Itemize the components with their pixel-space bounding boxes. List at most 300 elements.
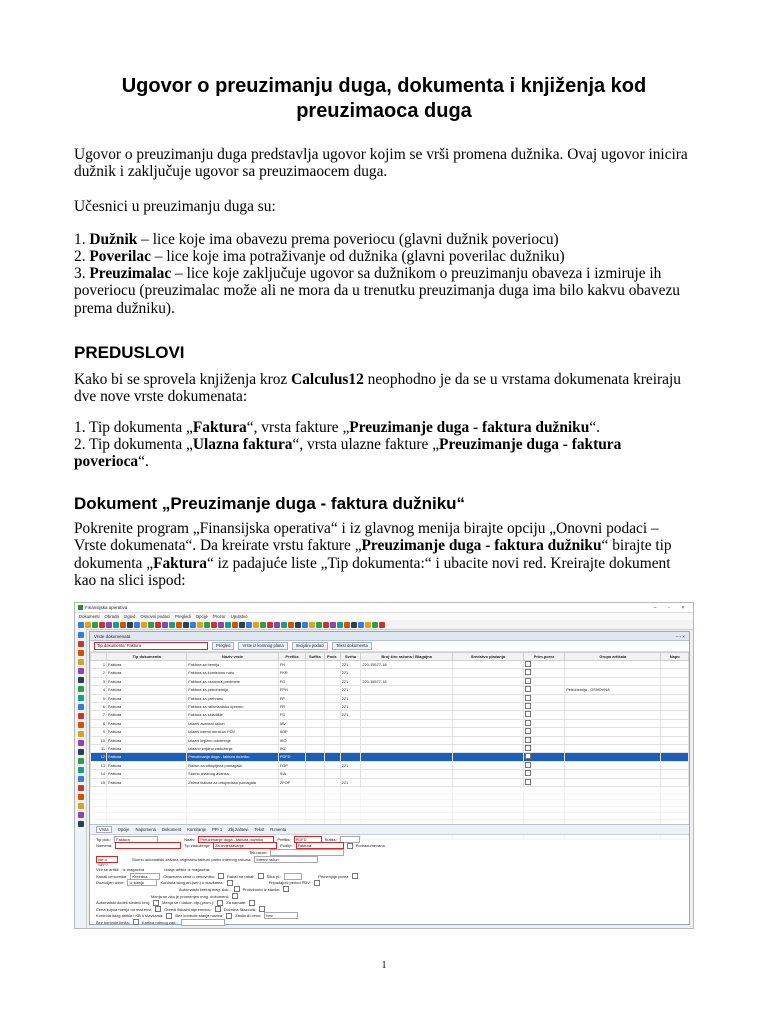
table-row[interactable] xyxy=(91,686,689,694)
kamate-label: Za kamate: xyxy=(226,900,247,906)
tab-ppi-1[interactable]: PPI 1 xyxy=(211,827,223,832)
menu-item[interactable]: Uputstvo xyxy=(230,614,248,619)
row-checkbox[interactable] xyxy=(525,686,531,692)
rabat-checkbox[interactable] xyxy=(258,873,264,879)
storno-field[interactable]: Interni račun xyxy=(254,856,318,863)
left-toolbar xyxy=(75,629,87,928)
table-row[interactable] xyxy=(91,753,689,761)
table-cell: 7 xyxy=(91,711,107,719)
inicijalni-podaci-button[interactable]: Inicijalni podaci xyxy=(292,642,328,650)
minimize-icon[interactable]: – xyxy=(653,604,657,611)
table-cell xyxy=(361,728,453,736)
table-cell xyxy=(361,761,453,769)
column-header[interactable]: Podr. xyxy=(324,653,340,661)
table-cell: 6 xyxy=(91,703,107,711)
sidebar-button-icon[interactable] xyxy=(78,749,84,755)
table-cell: 221 xyxy=(340,694,361,702)
table-cell xyxy=(565,719,661,727)
tab-vrsta[interactable]: Vrsta xyxy=(96,826,112,833)
bez2-label: Bez kontrole limita: xyxy=(96,919,130,925)
row-checkbox[interactable] xyxy=(525,678,531,684)
toolbar-button-icon[interactable] xyxy=(330,622,336,628)
sidebar-button-icon[interactable] xyxy=(78,803,84,809)
table-cell xyxy=(306,686,324,694)
row-checkbox[interactable] xyxy=(525,779,531,785)
menu-item[interactable]: Obrada xyxy=(104,614,119,619)
column-header[interactable] xyxy=(91,653,107,661)
sidebar-button-icon[interactable] xyxy=(78,704,84,710)
table-cell: SIA xyxy=(278,770,305,778)
table-cell: 8 xyxy=(91,719,107,727)
table-cell: Faktura xyxy=(107,669,187,677)
tab-r-menta[interactable]: R.menta xyxy=(270,827,287,832)
toolbar-button-icon[interactable] xyxy=(260,622,266,628)
vidi-value[interactable]: Iz magacina xyxy=(122,867,145,873)
menu-item[interactable]: Dokumenti xyxy=(79,614,100,619)
namena-label: Namena: xyxy=(96,843,113,849)
toolbar-button-icon[interactable] xyxy=(148,622,154,628)
inner-close-icon[interactable]: – ▫ × xyxy=(675,633,685,639)
menu-item[interactable]: Izgled xyxy=(123,614,136,619)
table-row[interactable] xyxy=(91,736,689,744)
tip-dok-field[interactable]: Faktura xyxy=(114,836,158,843)
toolbar-button-icon[interactable] xyxy=(253,622,259,628)
table-cell: FPH xyxy=(278,686,305,694)
table-cell xyxy=(452,661,523,669)
table-cell: Faktura xyxy=(107,778,187,786)
table-cell xyxy=(361,719,453,727)
table-cell xyxy=(661,719,689,727)
pripadajuci-checkbox[interactable] xyxy=(314,880,320,886)
toolbar-button-icon[interactable] xyxy=(120,622,126,628)
podrazumevana-checkbox[interactable] xyxy=(347,843,353,849)
toolbar-button-icon[interactable] xyxy=(141,622,147,628)
table-cell xyxy=(661,770,689,778)
empty-row xyxy=(91,793,689,800)
toolbar-button-icon[interactable] xyxy=(134,622,140,628)
kontrola2-label: Kontrola istog artikla i KB u stavkama: xyxy=(96,913,164,919)
table-cell: FKR xyxy=(278,669,305,677)
table-cell xyxy=(565,728,661,736)
tab-tekst[interactable]: Tekst xyxy=(254,827,265,832)
table-cell: FOP xyxy=(278,761,305,769)
sidebar-button-icon[interactable] xyxy=(78,812,84,818)
table-cell xyxy=(661,686,689,694)
table-cell xyxy=(523,736,564,744)
table-cell: 221 xyxy=(340,778,361,786)
table-cell xyxy=(661,778,689,786)
table-cell xyxy=(361,753,453,761)
sidebar-button-icon[interactable] xyxy=(78,695,84,701)
row-checkbox[interactable] xyxy=(525,762,531,768)
toolbar-button-icon[interactable] xyxy=(295,622,301,628)
table-cell xyxy=(523,703,564,711)
table-cell: 221 xyxy=(340,677,361,685)
toolbar-button-icon[interactable] xyxy=(232,622,238,628)
toolbar-button-icon[interactable] xyxy=(127,622,133,628)
toolbar-button-icon[interactable] xyxy=(281,622,287,628)
table-cell xyxy=(661,761,689,769)
kartica-label: Kartica robnog zad.: xyxy=(141,919,178,925)
table-cell xyxy=(452,745,523,753)
table-cell xyxy=(523,694,564,702)
sidebar-button-icon[interactable] xyxy=(78,632,84,638)
bez-checkbox[interactable] xyxy=(226,913,232,919)
automatski2-checkbox[interactable] xyxy=(153,900,159,906)
odredi-label: Odredi fiskalni otpremnicu: xyxy=(164,906,212,912)
sidebar-button-icon[interactable] xyxy=(78,677,84,683)
table-cell: IAV xyxy=(278,719,305,727)
tab-kontiranje[interactable]: Kontiranje xyxy=(187,827,206,832)
table-cell: Račun za otkupljena pomagala xyxy=(187,761,279,769)
table-row[interactable] xyxy=(91,761,689,769)
tab-opcije[interactable]: Opcije xyxy=(117,827,130,832)
toolbar-button-icon[interactable] xyxy=(358,622,364,628)
document-title: Ugovor o preuzimanju duga, dokumenta i knjiženja kod preuzimaoca duga xyxy=(121,75,647,122)
row-checkbox[interactable] xyxy=(525,711,531,717)
automatski-checkbox[interactable] xyxy=(234,886,240,892)
menu-item[interactable]: Pregledi xyxy=(174,614,191,619)
table-cell xyxy=(306,661,324,669)
table-cell xyxy=(324,686,340,694)
sufiks-label: Sufiks: xyxy=(324,836,337,842)
column-header[interactable]: Napo xyxy=(661,653,689,661)
toolbar-button-icon[interactable] xyxy=(183,622,189,628)
table-cell xyxy=(306,753,324,761)
table-cell xyxy=(324,728,340,736)
sidebar-button-icon[interactable] xyxy=(78,785,84,791)
menja2-checkbox[interactable] xyxy=(217,900,223,906)
table-cell xyxy=(361,686,453,694)
table-row[interactable] xyxy=(91,661,689,669)
toolbar-button-icon[interactable] xyxy=(372,622,378,628)
dovrsna-label: Dovršna filiazcula: xyxy=(223,906,257,912)
sidebar-button-icon[interactable] xyxy=(78,641,84,647)
table-cell xyxy=(361,694,453,702)
sidebar-button-icon[interactable] xyxy=(78,776,84,782)
toolbar-button-icon[interactable] xyxy=(351,622,357,628)
empty-row xyxy=(91,806,689,813)
primenjuje-label: Primenjuje porez: xyxy=(318,873,350,879)
toolbar-button-icon[interactable] xyxy=(99,622,105,628)
bez2-checkbox[interactable] xyxy=(133,919,139,925)
protivkonto-label: Protivkonto iz stavke: xyxy=(242,886,281,892)
toolbar-button-icon[interactable] xyxy=(85,622,91,628)
zaokruzi-field[interactable]: bez xyxy=(264,912,298,919)
participants-intro: Učesnici u preuzimanju duga su: xyxy=(74,198,276,215)
table-row[interactable] xyxy=(91,745,689,753)
table-cell: FO xyxy=(278,677,305,685)
toolbar-button-icon[interactable] xyxy=(78,622,84,628)
menja-checkbox[interactable] xyxy=(232,893,238,899)
close-icon[interactable]: × xyxy=(681,604,685,611)
menja2-label: Menja se i datum otp.(prom.): xyxy=(162,900,215,906)
sidebar-button-icon[interactable] xyxy=(78,740,84,746)
table-cell xyxy=(306,677,324,685)
sidebar-button-icon[interactable] xyxy=(78,794,84,800)
toolbar-button-icon[interactable] xyxy=(274,622,280,628)
window-titlebar xyxy=(75,603,693,613)
table-cell: 14 xyxy=(91,770,107,778)
toolbar-button-icon[interactable] xyxy=(344,622,350,628)
table-cell xyxy=(565,703,661,711)
sidebar-button-icon[interactable] xyxy=(78,821,84,827)
sidebar-button-icon[interactable] xyxy=(78,722,84,728)
table-cell: Faktura xyxy=(107,736,187,744)
table-cell xyxy=(452,761,523,769)
menja-label: Menja se ako je promenjen mag. dokument: xyxy=(151,893,229,899)
table-cell: 1 xyxy=(91,661,107,669)
tab-napomena[interactable]: Napomena xyxy=(135,827,156,832)
table-cell xyxy=(452,778,523,786)
column-header[interactable]: Broj žiro računa / Blagajna xyxy=(361,653,453,661)
row-checkbox[interactable] xyxy=(525,720,531,726)
kontrola2-checkbox[interactable] xyxy=(166,913,172,919)
table-cell xyxy=(661,753,689,761)
table-cell xyxy=(523,711,564,719)
kontrola-label: Kontrola istog art.(ser.) u stavkama: xyxy=(160,880,224,886)
table-cell: Faktura za prehranu xyxy=(187,694,279,702)
namena-field[interactable] xyxy=(115,842,181,849)
table-cell xyxy=(565,778,661,786)
table-cell: Izlazno knjižno zaduženje xyxy=(187,745,279,753)
podtip-field[interactable]: Faktura xyxy=(296,842,344,849)
table-cell: Faktura za skladište xyxy=(187,711,279,719)
vidi-label: Vidi se artikli: xyxy=(96,867,120,873)
row-checkbox[interactable] xyxy=(525,661,531,667)
table-cell: 9 xyxy=(91,728,107,736)
column-header[interactable]: Naziv vrste xyxy=(187,653,279,661)
sidebar-button-icon[interactable] xyxy=(78,731,84,737)
table-cell: FP xyxy=(278,694,305,702)
table-cell: 13 xyxy=(91,761,107,769)
toolbar-button-icon[interactable] xyxy=(113,622,119,628)
table-cell: Faktura za petrohemiju xyxy=(187,686,279,694)
app-screenshot xyxy=(74,602,694,929)
table-cell: 221 xyxy=(340,711,361,719)
toolbar-button-icon[interactable] xyxy=(162,622,168,628)
table-cell: Faktura xyxy=(107,761,187,769)
table-cell xyxy=(565,745,661,753)
table-cell xyxy=(565,753,661,761)
bez-label: Bez kontrole stanja naziva: xyxy=(175,913,224,919)
table-cell: Izlazni interni obračun PDV xyxy=(187,728,279,736)
menu-bar xyxy=(75,613,693,620)
odredi-checkbox[interactable] xyxy=(215,906,221,912)
naziv-field[interactable]: Preuzimanje duga - faktura dužniku xyxy=(198,836,274,843)
sidebar-button-icon[interactable] xyxy=(78,668,84,674)
table-cell xyxy=(661,677,689,685)
table-cell: 2 xyxy=(91,669,107,677)
primenjuje-checkbox[interactable] xyxy=(352,873,358,879)
table-cell xyxy=(452,736,523,744)
row-checkbox[interactable] xyxy=(525,703,531,709)
toolbar-button-icon[interactable] xyxy=(225,622,231,628)
toolbar-button-icon[interactable] xyxy=(190,622,196,628)
zaokruzi-label: Zaokruži cenu: xyxy=(235,913,262,919)
preduslovi-heading: PREDUSLOVI xyxy=(74,343,185,362)
empty-row xyxy=(91,813,689,820)
table-cell: 10 xyxy=(91,736,107,744)
toolbar-button-icon[interactable] xyxy=(106,622,112,628)
toolbar-button-icon[interactable] xyxy=(316,622,322,628)
menu-item[interactable]: Osnovni podaci xyxy=(140,614,170,619)
column-header[interactable]: Prim.porez xyxy=(523,653,564,661)
table-cell xyxy=(306,761,324,769)
toolbar-button-icon[interactable] xyxy=(92,622,98,628)
empty-row xyxy=(91,800,689,807)
table-cell xyxy=(324,661,340,669)
table-cell xyxy=(523,728,564,736)
sidebar-button-icon[interactable] xyxy=(78,650,84,656)
protivkonto-checkbox[interactable] xyxy=(283,886,289,892)
menu-item[interactable]: Prozor xyxy=(212,614,226,619)
column-header[interactable]: Tip dokumenta xyxy=(107,653,187,661)
table-cell: Faktura za komisionu robu xyxy=(187,669,279,677)
table-cell: Zbirna faktura za ortopedska pomagala xyxy=(187,778,279,786)
table-row[interactable] xyxy=(91,711,689,719)
maximize-icon[interactable]: ▫ xyxy=(668,604,670,611)
row-checkbox[interactable] xyxy=(525,770,531,776)
tab-zbj-zahtevi[interactable]: Zbj.zahtevi xyxy=(228,827,249,832)
toolbar-button-icon[interactable] xyxy=(155,622,161,628)
sidebar-button-icon[interactable] xyxy=(78,767,84,773)
table-row[interactable] xyxy=(91,770,689,778)
column-header[interactable]: Sufiks xyxy=(306,653,324,661)
table-cell xyxy=(306,770,324,778)
participant-3: 3. Preuzimalac – lice koje zaključuje ugovor sa dužnikom o preuzimanju obaveza i izmiruje ih poveriocu (preuzimalac može ali ne mora da u trenutku preuzimanja duga ima bilo kakvu obavezu prema dužniku). xyxy=(74,265,680,317)
sidebar-button-icon[interactable] xyxy=(78,659,84,665)
toolbar-button-icon[interactable] xyxy=(288,622,294,628)
table-cell: PDFD xyxy=(278,753,305,761)
row-checkbox[interactable] xyxy=(525,728,531,734)
table-row[interactable] xyxy=(91,728,689,736)
table-row[interactable] xyxy=(91,669,689,677)
table-cell xyxy=(661,736,689,744)
cena-checkbox[interactable] xyxy=(155,906,161,912)
kontrola-checkbox[interactable] xyxy=(227,880,233,886)
table-cell xyxy=(452,694,523,702)
cena-label: Cena kupca menja od mat.envi: xyxy=(96,906,153,912)
toolbar-button-icon[interactable] xyxy=(169,622,175,628)
sidebar-button-icon[interactable] xyxy=(78,758,84,764)
table-cell xyxy=(340,770,361,778)
table-cell xyxy=(361,669,453,677)
kanali-field[interactable]: Kreirana xyxy=(130,873,160,880)
toolbar xyxy=(75,620,693,630)
obavezna-label: Obavezna cena u cenovniku: xyxy=(163,873,215,879)
tip-dok-label: Tip dok.: xyxy=(96,836,112,842)
table-cell: Faktura xyxy=(107,745,187,753)
row-checkbox[interactable] xyxy=(525,695,531,701)
table-cell xyxy=(661,745,689,753)
table-cell xyxy=(452,677,523,685)
table-row[interactable] xyxy=(91,703,689,711)
table-cell xyxy=(361,711,453,719)
table-cell: Faktura za računardsku opremu xyxy=(187,703,279,711)
row-checkbox[interactable] xyxy=(525,753,531,759)
toolbar-button-icon[interactable] xyxy=(197,622,203,628)
toolbar-button-icon[interactable] xyxy=(246,622,252,628)
table-cell: Faktura xyxy=(107,719,187,727)
row-checkbox[interactable] xyxy=(525,737,531,743)
toolbar-button-icon[interactable] xyxy=(218,622,224,628)
toolbar-button-icon[interactable] xyxy=(365,622,371,628)
column-header[interactable]: Sredstvo plaćanja xyxy=(452,653,523,661)
column-header[interactable]: Svrha xyxy=(340,653,361,661)
table-cell xyxy=(306,711,324,719)
prefiks-field[interactable]: PDFD xyxy=(294,836,322,843)
kartica-field[interactable] xyxy=(181,919,225,926)
intro-paragraph: Ugovor o preuzimanju duga predstavlja ugovor kojim se vrši promena dužnika. Ovaj ugovor inicira dužnik i zaključuje ugovor sa preuzimaocem duga. xyxy=(74,146,688,181)
toolbar-button-icon[interactable] xyxy=(379,622,385,628)
column-header[interactable]: Prefiks xyxy=(278,653,305,661)
table-cell: Faktura za osnovna predmete xyxy=(187,677,279,685)
toolbar-button-icon[interactable] xyxy=(211,622,217,628)
sifra-field[interactable] xyxy=(284,873,302,880)
pregled-button[interactable]: Pregled xyxy=(212,642,234,650)
kamate-checkbox[interactable] xyxy=(249,900,255,906)
sidebar-button-icon[interactable] xyxy=(78,686,84,692)
column-header[interactable]: Grupa artikala xyxy=(565,653,661,661)
participant-2: 2. Poverilac – lice koje ima potraživanje od dužnika (glavni poverilac dužniku) xyxy=(74,248,565,265)
tab-dokument[interactable]: Dokument xyxy=(162,827,182,832)
table-cell xyxy=(452,728,523,736)
toolbar-button-icon[interactable] xyxy=(302,622,308,628)
table-cell xyxy=(523,686,564,694)
obavezna-checkbox[interactable] xyxy=(218,873,224,879)
table-cell xyxy=(306,694,324,702)
toolbar-button-icon[interactable] xyxy=(204,622,210,628)
dozvoljen-field[interactable]: U stanju xyxy=(127,879,157,886)
toolbar-button-icon[interactable] xyxy=(309,622,315,628)
row-checkbox[interactable] xyxy=(525,745,531,751)
naziv-label: Naziv: xyxy=(184,836,196,842)
table-row[interactable] xyxy=(91,677,689,685)
vrste-kontni-plan-button[interactable]: Vrste iz kontnog plana xyxy=(238,642,287,650)
toolbar-button-icon[interactable] xyxy=(323,622,329,628)
filter-row xyxy=(90,641,689,652)
tekst-dokumenta-button[interactable]: Tekst dokumenta xyxy=(332,642,372,650)
document-type-select[interactable]: Tip dokumenta: Faktura xyxy=(94,642,208,650)
sidebar-button-icon[interactable] xyxy=(78,713,84,719)
table-cell: 3 xyxy=(91,677,107,685)
menu-item[interactable]: Opcije xyxy=(195,614,208,619)
table-cell xyxy=(306,703,324,711)
table-cell xyxy=(306,669,324,677)
table-cell xyxy=(661,711,689,719)
table-cell: 4 xyxy=(91,686,107,694)
table-cell xyxy=(523,669,564,677)
table-cell xyxy=(340,745,361,753)
toolbar-button-icon[interactable] xyxy=(176,622,182,628)
table-cell xyxy=(523,753,564,761)
tip-zaduzenja-field[interactable]: Za izvještavanje xyxy=(213,842,277,849)
table-cell: Izlazni avansni račun xyxy=(187,719,279,727)
toolbar-button-icon[interactable] xyxy=(267,622,273,628)
table-row[interactable] xyxy=(91,719,689,727)
table-row[interactable] xyxy=(91,778,689,786)
ide-u-sef-field[interactable]: Ide u SEF? xyxy=(96,856,118,863)
table-row[interactable] xyxy=(91,694,689,702)
toolbar-button-icon[interactable] xyxy=(337,622,343,628)
table-cell xyxy=(324,745,340,753)
dovrsna-checkbox[interactable] xyxy=(259,906,265,912)
toolbar-button-icon[interactable] xyxy=(239,622,245,628)
table-cell: IIOP xyxy=(278,728,305,736)
row-checkbox[interactable] xyxy=(525,669,531,675)
table-cell xyxy=(340,719,361,727)
